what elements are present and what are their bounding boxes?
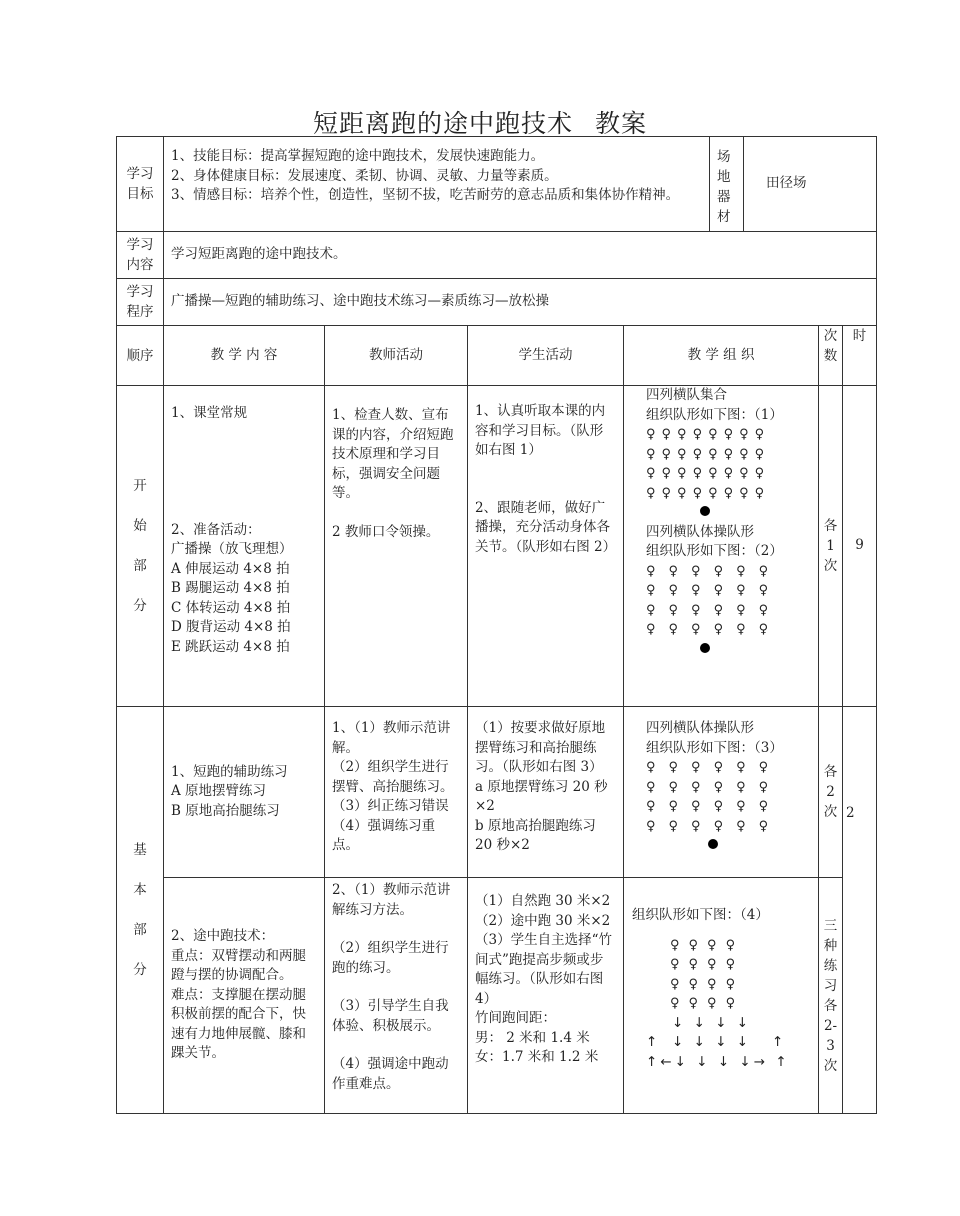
start-section-text: 开始部分 [133,478,147,614]
formation-row: ♀♀♀♀ [670,937,745,953]
start-org-title-4: 组织队形如下图：（2） [646,543,783,559]
formation-row: ♀♀♀♀♀♀♀♀ [646,466,771,481]
objective-2: 2、身体健康目标：发展速度、柔韧、协调、灵敏、力量等素质。 [171,167,558,184]
start-teacher-1: 1、检查人数、宣布课的内容，介绍短跑技术原理和学习目标，强调安全问题等。 [332,407,454,501]
objective-1: 1、技能目标：提高掌握短跑的途中跑技术，发展快速跑能力。 [171,148,545,164]
start-content [164,386,325,707]
basic-row1-student-3: b 原地高抬腿跑练习 20 秒×2 [475,817,596,853]
basic-row1-teacher [325,707,468,878]
objectives-label: 学习目标 [117,137,164,232]
basic-row2-times-text: 三种练习各2-3次 [823,917,838,1074]
header-content: 教 学 内 容 [164,326,325,386]
teacher-dot-icon [708,839,718,849]
formation-row: ♀♀♀♀♀♀♀♀ [646,485,771,501]
header-row [117,326,877,386]
start-org-title-2: 组织队形如下图：（1） [646,406,783,423]
objectives-text [164,137,710,232]
formation-row: ♀♀♀♀ [670,957,745,972]
header-time: 时 [843,326,877,386]
basic-row1-teacher-1: 1、（1）教师示范讲解。 [332,720,451,756]
loop-arrows-icon: ↑←↓ ↓ ↓ ↓→ ↑ [646,1053,790,1070]
basic-row2-student-4: 竹间跑间距： [475,1010,556,1026]
basic-row2-org-title: 组织队形如下图：（4） [632,907,769,923]
basic-row1-content-1: 1、短跑的辅助练习 [171,763,288,780]
start-content-1: 1、课堂常规 [171,405,248,421]
procedure-label: 学习程序 [117,279,164,326]
basic-row2-content-1: 2、途中跑技术： [171,928,275,945]
start-content-8: E 跳跃运动 4×8 拍 [171,638,290,655]
start-times-text: 各1次 [823,518,838,574]
objectives-row [117,137,877,232]
basic-row1-teacher-3: （3）纠正练习错误 [332,798,449,814]
start-student-2: 2、跟随老师，做好广播操，充分活动身体各关节。（队形如右图 2） [475,499,617,555]
formation-row: ♀♀♀♀♀♀ [646,602,782,618]
venue-label: 场地器材 [710,137,744,232]
basic-row1-teacher-2: （2）组织学生进行摆臂、高抬腿练习。 [332,759,454,795]
basic-row1-org [624,707,819,878]
formation-row: ♀♀♀♀♀♀ [646,818,782,834]
start-content-2: 2、准备活动： [171,521,261,538]
title-main: 短距离跑的途中跑技术 [312,109,573,138]
header-org: 教 学 组 织 [624,326,819,386]
start-teacher-2: 2 教师口令领操。 [332,523,440,540]
basic-row1-student [468,707,624,878]
basic-row1-content [164,707,325,878]
basic-section-text: 基本部分 [133,842,147,978]
formation-row: ♀♀♀♀♀♀ [646,563,782,579]
start-student-1: 1、认真听取本课的内容和学习目标。（队形如右图 1） [475,403,606,458]
basic-row1-times-text: 各2次 [823,764,838,820]
header-times: 次数 [819,326,843,386]
start-content-4: A 伸展运动 4×8 拍 [171,560,290,577]
formation-row: ♀♀♀♀ [670,996,745,1011]
lesson-plan-table [116,136,877,1114]
formation-row: ♀♀♀♀♀♀♀♀ [646,446,771,462]
basic-row1-content-2: A 原地摆臂练习 [171,783,267,800]
basic-row2-student-6: 女：1.7 米和 1.2 米 [475,1049,599,1065]
title-suffix: 教案 [595,109,648,138]
header-order: 顺序 [117,326,164,386]
basic-row2-student-3: （3）学生自主选择“竹间式”跑提高步频或步幅练习。（队形如右图 4） [475,932,612,1007]
page-title [0,104,960,140]
basic-row2-teacher-4: （4）强调途中跑动作重难点。 [332,1056,449,1092]
start-content-3: 广播操（放飞理想） [171,541,293,557]
basic-time [843,707,877,1114]
start-section-label [117,386,164,707]
content-label: 学习内容 [117,232,164,279]
basic-row2-teacher-3: （3）引导学生自我体验、积极展示。 [332,998,449,1034]
formation-row: ♀♀♀♀♀♀♀♀ [646,427,771,442]
formation-row: ♀♀♀♀♀♀ [646,760,782,775]
start-org-title-3: 四列横队体操队形 [646,523,754,540]
start-time: 9 [843,386,877,707]
basic-row1-content-3: B 原地高抬腿练习 [171,802,280,819]
basic-row2-student-5: 男： 2 米和 1.4 米 [475,1029,590,1046]
header-teacher: 教师活动 [325,326,468,386]
start-content-7: D 腹背运动 4×8 拍 [171,619,291,635]
basic-row2-student-1: （1）自然跑 30 米×2 [475,893,611,909]
teacher-dot-icon [700,506,710,516]
basic-row2-org [624,878,819,1114]
down-arrows-icon: ↓ ↓ ↓ ↓ [672,1034,752,1050]
procedure-value: 广播操—短跑的辅助练习、途中跑技术练习—素质练习—放松操 [164,279,877,326]
formation-row: ♀♀♀♀♀♀ [646,583,782,598]
basic-row2-content-2: 重点：双臂摆动和两腿蹬与摆的协调配合。 [171,947,306,984]
venue-value: 田径场 [744,137,877,232]
formation-row: ♀♀♀♀♀♀ [646,779,782,795]
down-arrows-icon: ↓ ↓ ↓ ↓ [672,1014,752,1031]
basic-row1-teacher-4: （4）强调练习重点。 [332,817,436,853]
basic-time-text: 2 [846,805,855,822]
basic-row1-student-2: a 原地摆臂练习 20 秒×2 [475,778,608,814]
arrow-row [632,1033,818,1053]
basic-row2-teacher-2: （2）组织学生进行跑的练习。 [332,940,449,976]
start-content-6: C 体转运动 4×8 拍 [171,599,291,616]
basic-row1-org-title-1: 四列横队体操队形 [646,720,754,736]
basic-row2-student [468,878,624,1114]
basic-row-1 [117,707,877,878]
start-content-5: B 踢腿运动 4×8 拍 [171,580,290,596]
basic-row2-teacher-1: 2、（1）教师示范讲解练习方法。 [332,882,451,918]
formation-row: ♀♀♀♀ [670,976,745,992]
formation-row: ♀♀♀♀♀♀ [646,622,782,637]
basic-row1-times [819,707,843,878]
up-arrow-icon: ↑ [646,1034,661,1050]
basic-row1-student-1: （1）按要求做好原地摆臂练习和高抬腿练习。（队形如右图 3） [475,720,606,775]
objective-3: 3、情感目标：培养个性，创造性，坚韧不拔，吃苦耐劳的意志品质和集体协作精神。 [171,187,680,203]
start-org [624,386,819,707]
up-arrow-icon: ↑ [772,1034,787,1050]
start-org-title-1: 四列横队集合 [646,387,727,403]
start-teacher [325,386,468,707]
basic-row2-content [164,878,325,1114]
basic-row1-org-title-2: 组织队形如下图：（3） [646,739,783,756]
basic-row2-content-3: 难点：支撑腿在摆动腿积极前摆的配合下，快速有力地伸展髋、膝和踝关节。 [171,986,306,1062]
basic-row2-student-2: （2）途中跑 30 米×2 [475,912,611,929]
content-row [117,232,877,279]
procedure-row [117,279,877,326]
content-value: 学习短距离跑的途中跑技术。 [164,232,877,279]
teacher-dot-icon [700,643,710,653]
header-student: 学生活动 [468,326,624,386]
basic-row2-times [819,878,843,1114]
basic-row-2 [117,878,877,1114]
start-student [468,386,624,707]
formation-row: ♀♀♀♀♀♀ [646,799,782,814]
basic-row2-teacher [325,878,468,1114]
start-section-row [117,386,877,707]
start-times [819,386,843,707]
basic-section-label [117,707,164,1114]
